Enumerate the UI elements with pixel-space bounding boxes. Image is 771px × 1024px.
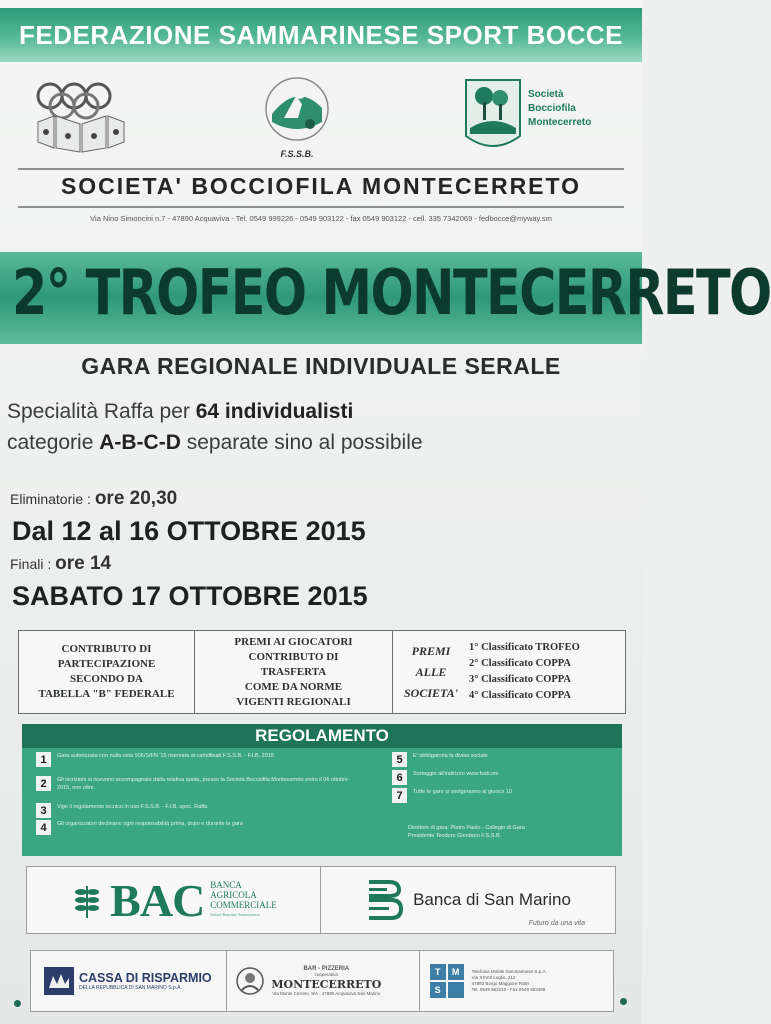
- categories-line: [7, 431, 423, 455]
- finals-date: SABATO 17 OTTOBRE 2015: [12, 581, 368, 611]
- reg-item-1: [36, 752, 356, 767]
- contributo-line: PARTECIPAZIONE: [57, 658, 156, 670]
- cassa-name: CASSA DI RISPARMIO: [79, 970, 212, 985]
- fssb-label: F.S.S.B.: [280, 149, 314, 159]
- premi-giocatori-line: VIGENTI REGIONALI: [236, 695, 351, 708]
- contributo-line: CONTRIBUTO DI: [61, 643, 152, 655]
- reg-num: 6: [392, 770, 407, 785]
- bsm-tagline: Futuro da una vita: [528, 920, 585, 927]
- pin-icon: [14, 1000, 21, 1007]
- reg-text: Sorteggio all'indirizzo www.fssb.sm: [413, 771, 499, 777]
- reg-text: Vige il regolamento tecnico in uso F.S.S.B. - F.I.B. spec. Raffa: [57, 804, 208, 810]
- eliminatorie-line: [10, 488, 177, 510]
- cassa-subtitle: DELLA REPUBBLICA DI SAN MARINO S.p.A.: [79, 984, 182, 991]
- sponsor-row-bottom: [30, 950, 614, 1012]
- regolamento-panel: [22, 724, 622, 856]
- classifica-item: 1° Classificato TROFEO: [469, 642, 580, 653]
- tms-block: [448, 982, 464, 998]
- bar-address: Via Monte Cerreto, 9/A - 47890 Acquaviva San Marino: [272, 990, 381, 996]
- society-logo-line-2: Bocciofila: [528, 103, 576, 114]
- tms-letter: M: [448, 964, 464, 980]
- bac-name-line: BANCA: [210, 880, 242, 890]
- classifica-item: 2° Classificato COPPA: [469, 658, 571, 669]
- speciality-prefix: Specialità Raffa per: [7, 400, 196, 423]
- trofeo-banner: [0, 252, 771, 344]
- reg-num: 5: [392, 752, 407, 767]
- contributo-line: SECONDO DA: [69, 673, 144, 685]
- reg-text: Gli organizzatori declinano ogni responsabilità prima, dopo e durante la gara: [57, 821, 243, 827]
- bar-name-line: BAR - PIZZERIA: [303, 965, 350, 972]
- cassa-sponsor: [31, 951, 227, 1011]
- reg-num: 7: [392, 788, 407, 803]
- bac-name-line: AGRICOLA: [210, 890, 257, 900]
- bsm-logo-icon: [365, 876, 405, 924]
- reg-num: 4: [36, 820, 51, 835]
- society-name: SOCIETA' BOCCIOFILA MONTECERRETO: [60, 173, 582, 199]
- finals-line: [10, 553, 111, 575]
- society-logo-line-3: Montecerreto: [528, 117, 592, 128]
- bar-sponsor: [227, 951, 419, 1011]
- bac-tagline: Istituto Bancario Sammarinese: [210, 912, 260, 917]
- bsm-sponsor: [321, 867, 615, 933]
- society-address: Via Nino Simoncini n.7 - 47890 Acquaviva - Tel. 0549 999226 - 0549 903122 - fax 0549 903122 - cell. 335 7342069 - fedbocce@myway.sm: [90, 214, 552, 223]
- reg-num: 1: [36, 752, 51, 767]
- reg-text: Tutte le gare si svolgeranno al giuoco 10: [413, 789, 512, 795]
- bar-logo-text: MONTECERRETO: [271, 977, 382, 991]
- classifiche-list: [469, 640, 580, 704]
- finals-label: Finali :: [10, 556, 56, 572]
- reg-item-5: [392, 752, 602, 767]
- premi-societa-line: PREMI: [411, 643, 451, 658]
- eliminatorie-dates: Dal 12 al 16 OTTOBRE 2015: [12, 516, 366, 546]
- bac-name: [210, 880, 277, 920]
- premi-giocatori-line: TRASFERTA: [260, 665, 327, 678]
- reg-item-3: [36, 803, 356, 818]
- sponsor-row-main: [26, 866, 616, 934]
- reg-item-6: [392, 770, 602, 785]
- speciality-count: 64 individualisti: [195, 400, 354, 423]
- divider-bottom: [18, 206, 624, 208]
- tms-letter: T: [430, 964, 446, 980]
- premi-giocatori-line: CONTRIBUTO DI: [248, 650, 339, 663]
- speciality-line: [7, 400, 353, 424]
- wheat-icon: [70, 880, 104, 920]
- contributo-line: TABELLA "B" FEDERALE: [38, 688, 175, 700]
- eliminatorie-time: ore 20,30: [94, 488, 178, 509]
- cassa-logo-icon: [43, 966, 75, 996]
- premi-giocatori-cell: [195, 631, 393, 713]
- reg-text: Gli iscrizioni si ricevono accompagnate dalla relativa quota, presso la Società Bocciofila Montecerreto entro il 06 ottobre 2015, non oltre: [57, 777, 349, 791]
- reg-text: E' obbligatoria la divisa sociale: [413, 753, 488, 759]
- tms-text-line: 47893 Borgo Maggiore RSM: [471, 981, 529, 986]
- tms-text-line: Via XXVIII Luglio, 212: [471, 975, 516, 980]
- classifica-item: 3° Classificato COPPA: [469, 674, 571, 685]
- bac-logo: BAC: [110, 874, 205, 926]
- tms-logo: [430, 964, 464, 998]
- reg-text: Gara autorizzata con nulla osta 906/S/FN '15 riservata ai cartellinati F.S.S.B. - F.I.B. 2015: [57, 753, 274, 759]
- federation-title: FEDERAZIONE SAMMARINESE SPORT BOCCE: [19, 19, 623, 50]
- tms-letter: S: [430, 982, 446, 998]
- categories-prefix: categorie: [7, 431, 100, 454]
- tms-text-line: Tel. 0549 963210 - Fax 0549 963399: [471, 987, 546, 992]
- premi-societa-line: SOCIETA': [403, 685, 459, 700]
- finals-time: ore 14: [55, 553, 112, 574]
- premi-societa-cell: [393, 631, 624, 713]
- society-logo-line-1: Società: [528, 89, 564, 100]
- bsm-name: Banca di San Marino: [413, 890, 571, 909]
- society-logo: [464, 78, 624, 158]
- reg-item-7: [392, 788, 602, 803]
- federation-banner: [0, 8, 642, 62]
- fssb-emblem-icon: [262, 74, 332, 144]
- classifica-item: 4° Classificato COPPA: [469, 690, 571, 701]
- premi-giocatori-line: PREMI AI GIOCATORI: [234, 635, 353, 648]
- regolamento-signature: [408, 824, 525, 840]
- divider-top: [18, 168, 624, 170]
- reg-num: 2: [36, 776, 51, 791]
- event-title: 2° TROFEO MONTECERRETO: [12, 256, 771, 329]
- regolamento-title: REGOLAMENTO: [22, 724, 622, 748]
- eliminatorie-label: Eliminatorie :: [10, 491, 95, 507]
- tms-text-line: Telefonia Mobile Sammarinese S.p.A.: [471, 969, 547, 974]
- bar-name-line: cooperativa: [314, 971, 338, 977]
- categories-suffix: separate sino al possibile: [180, 431, 423, 454]
- tms-sponsor: [420, 951, 613, 1011]
- event-subtitle: GARA REGIONALE INDIVIDUALE SERALE: [81, 353, 561, 379]
- signature-line: Direttore di gara: Pietro Paolo - Collegio di Gara: [408, 825, 525, 831]
- reg-num: 3: [36, 803, 51, 818]
- bac-name-line: COMMERCIALE: [210, 900, 277, 910]
- info-box: [18, 630, 626, 714]
- contributo-cell: [19, 631, 195, 713]
- bar-logo-icon: [235, 966, 265, 996]
- tree-shield-icon: [464, 78, 522, 156]
- reg-item-4: [36, 820, 356, 835]
- pin-icon: [620, 998, 627, 1005]
- premi-giocatori-line: COME DA NORME: [244, 680, 343, 693]
- signature-line: Presidente Teodoro Giordano F.S.S.B.: [408, 833, 502, 839]
- olympic-rings-icon: [34, 76, 130, 156]
- premi-societa-line: ALLE: [415, 664, 447, 679]
- bac-sponsor: [27, 867, 321, 933]
- categories-list: A-B-C-D: [99, 431, 181, 454]
- fssb-logo: [262, 74, 332, 162]
- reg-item-2: [36, 776, 356, 792]
